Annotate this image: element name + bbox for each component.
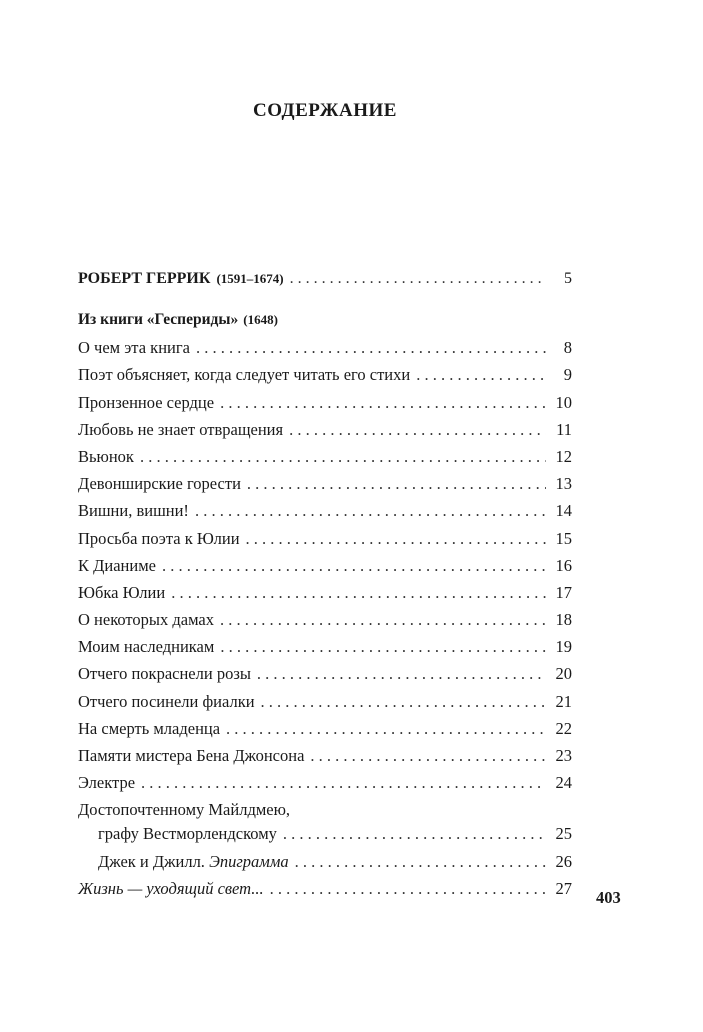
page-ref: 19 <box>555 637 572 657</box>
table-of-contents <box>78 270 572 906</box>
dot-leader <box>416 365 546 385</box>
toc-entry[interactable] <box>78 393 572 420</box>
dot-leader <box>247 474 546 494</box>
entry-title: Памяти мистера Бена Джонсона <box>78 746 305 765</box>
toc-entry[interactable] <box>78 420 572 447</box>
page-ref: 21 <box>555 691 572 711</box>
page-ref: 15 <box>555 528 572 548</box>
page-ref: 24 <box>555 773 572 793</box>
section-year: (1648) <box>243 312 278 328</box>
toc-entries <box>78 338 572 800</box>
entry-title: Жизнь — уходящий свет... <box>78 878 264 898</box>
page-ref: 13 <box>555 474 572 494</box>
author-name: РОБЕРТ ГЕРРИК <box>78 270 211 287</box>
dot-leader <box>140 447 546 467</box>
dot-leader <box>171 583 546 603</box>
toc-author-row[interactable] <box>78 270 572 297</box>
entry-title: Вишни, вишни! <box>78 501 189 521</box>
dot-leader <box>141 773 546 793</box>
toc-entry[interactable] <box>78 501 572 528</box>
dot-leader <box>310 746 546 766</box>
toc-entry[interactable] <box>78 773 572 800</box>
toc-entry[interactable] <box>78 692 572 719</box>
page-ref: 11 <box>556 419 572 439</box>
dot-leader <box>195 501 546 521</box>
toc-entry[interactable] <box>78 583 572 610</box>
page-ref: 12 <box>555 446 572 466</box>
page-ref: 22 <box>555 718 572 738</box>
toc-entry-italic[interactable] <box>78 879 572 906</box>
toc-entry-multiline-first[interactable] <box>78 800 572 824</box>
dot-leader <box>220 637 546 657</box>
entry-title: О чем эта книга <box>78 338 190 358</box>
dot-leader <box>226 719 546 739</box>
entry-title-line1: Достопочтенному Майлдмею, <box>78 800 291 820</box>
page-ref: 8 <box>563 338 572 358</box>
entry-title: Просьба поэта к Юлии <box>78 528 240 548</box>
toc-entry[interactable] <box>78 637 572 664</box>
dot-leader <box>196 338 546 358</box>
toc-entry[interactable] <box>78 664 572 691</box>
section-name: Из книги «Геспериды» <box>78 311 239 329</box>
page-ref: 14 <box>555 501 572 521</box>
entry-title: Юбка Юлии <box>78 582 166 602</box>
entry-title: Электре <box>78 773 136 793</box>
page-ref: 18 <box>555 610 572 630</box>
toc-entry[interactable] <box>78 338 572 365</box>
dot-leader <box>220 393 546 413</box>
page-number: 403 <box>596 888 621 907</box>
dot-leader <box>289 420 546 440</box>
dot-leader <box>290 270 546 288</box>
dot-leader <box>257 664 546 684</box>
entry-title: Вьюнок <box>78 446 134 466</box>
page-title: СОДЕРЖАНИЕ <box>253 100 397 121</box>
entry-title: Поэт объясняет, когда следует читать его стихи <box>78 365 411 385</box>
author-heading <box>78 270 284 288</box>
entry-title-line2: графу Вестморлендскому <box>98 824 277 844</box>
toc-entry[interactable] <box>78 556 572 583</box>
page-ref: 10 <box>555 392 572 412</box>
toc-entry[interactable] <box>78 365 572 392</box>
dot-leader <box>261 692 546 712</box>
toc-entry[interactable] <box>78 474 572 501</box>
toc-entry[interactable] <box>78 529 572 556</box>
dot-leader <box>246 529 546 549</box>
toc-entry[interactable] <box>78 447 572 474</box>
entry-title: Отчего покраснели розы <box>78 664 251 684</box>
page-ref: 5 <box>564 270 572 287</box>
toc-entry-epigram[interactable] <box>78 852 572 879</box>
page-ref: 17 <box>555 582 572 602</box>
page-ref: 9 <box>563 365 572 385</box>
entry-title: Моим наследникам <box>78 637 215 657</box>
toc-entry[interactable] <box>78 719 572 746</box>
page-ref: 26 <box>555 851 572 871</box>
entry-title: К Дианиме <box>78 555 156 575</box>
dot-leader <box>220 610 546 630</box>
entry-title: Отчего посинели фиалки <box>78 691 255 711</box>
entry-title: На смерть младенца <box>78 718 221 738</box>
page-ref: 20 <box>555 664 572 684</box>
page-ref: 27 <box>555 878 572 898</box>
toc-entry[interactable] <box>78 610 572 637</box>
section-heading <box>78 311 572 338</box>
entry-subtitle: Эпиграмма <box>209 851 289 871</box>
entry-title: О некоторых дамах <box>78 610 214 630</box>
page-ref: 23 <box>555 746 572 765</box>
author-years: (1591–1674) <box>216 271 284 286</box>
entry-title: Девонширские горести <box>78 474 241 494</box>
dot-leader <box>162 556 546 576</box>
toc-entry-multiline-second[interactable] <box>78 824 572 851</box>
entry-title <box>98 852 289 872</box>
dot-leader <box>283 824 546 844</box>
entry-title: Любовь не знает отвращения <box>78 419 284 439</box>
dot-leader <box>295 852 546 872</box>
entry-title-main: Джек и Джилл. <box>98 851 205 871</box>
dot-leader <box>270 879 546 899</box>
page-ref: 25 <box>555 824 572 844</box>
page-ref: 16 <box>555 555 572 575</box>
toc-entry[interactable] <box>78 746 572 773</box>
entry-title: Пронзенное сердце <box>78 392 215 412</box>
